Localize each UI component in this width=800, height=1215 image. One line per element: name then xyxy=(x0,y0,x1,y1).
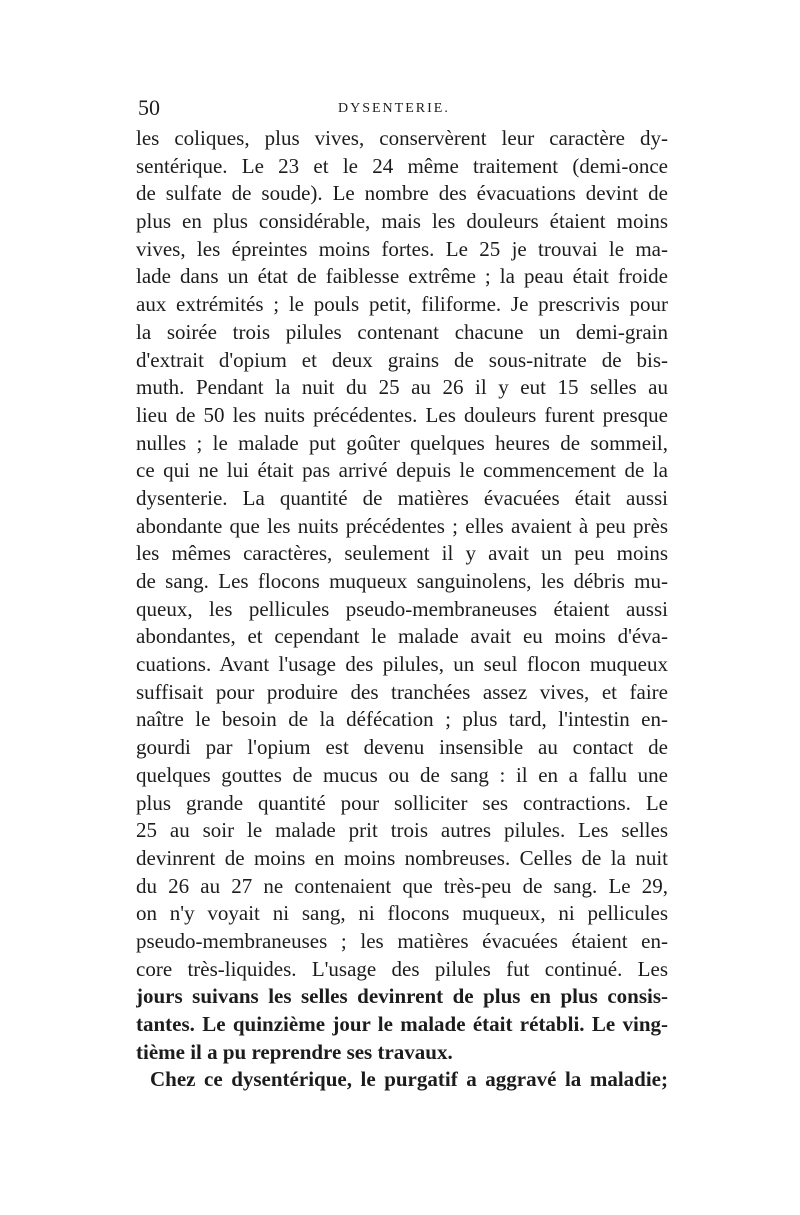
text-line: plus en plus considérable, mais les douleurs étaient moins xyxy=(136,209,668,234)
text-line: on n'y voyait ni sang, ni flocons muqueux, ni pellicules xyxy=(136,901,668,926)
text-line: pseudo-membraneuses ; les matières évacuées étaient en- xyxy=(136,928,668,953)
text-line: de sulfate de soude). Le nombre des évacuations devint de xyxy=(136,181,668,206)
text-line: lade dans un état de faiblesse extrême ; la peau était froide xyxy=(136,264,668,289)
text-line: suffisait pour produire des tranchées assez vives, et faire xyxy=(136,679,668,704)
text-line: gourdi par l'opium est devenu insensible au contact de xyxy=(136,735,668,760)
text-line: jours suivans les selles devinrent de plus en plus consis- xyxy=(136,984,668,1009)
text-line: la soirée trois pilules contenant chacune un demi-grain xyxy=(136,319,668,344)
text-line: Chez ce dysentérique, le purgatif a aggravé la maladie; xyxy=(150,1067,668,1092)
body-text xyxy=(136,125,668,1094)
text-line: aux extrémités ; le pouls petit, filiforme. Je prescrivis pour xyxy=(136,292,668,317)
text-line: cuations. Avant l'usage des pilules, un seul flocon muqueux xyxy=(136,652,668,677)
text-line: devinrent de moins en moins nombreuses. Celles de la nuit xyxy=(136,845,668,870)
text-line: sentérique. Le 23 et le 24 même traitement (demi-once xyxy=(136,153,668,178)
text-line: ce qui ne lui était pas arrivé depuis le commencement de la xyxy=(136,458,668,483)
text-line: abondante que les nuits précédentes ; elles avaient à peu près xyxy=(136,513,668,538)
text-line: du 26 au 27 ne contenaient que très-peu de sang. Le 29, xyxy=(136,873,668,898)
text-line: vives, les épreintes moins fortes. Le 25 je trouvai le ma- xyxy=(136,236,668,261)
text-line: queux, les pellicules pseudo-membraneuses étaient aussi xyxy=(136,596,668,621)
text-line: les mêmes caractères, seulement il y avait un peu moins xyxy=(136,541,668,566)
text-line: lieu de 50 les nuits précédentes. Les douleurs furent presque xyxy=(136,402,668,427)
text-line: dysenterie. La quantité de matières évacuées était aussi xyxy=(136,485,668,510)
text-line: muth. Pendant la nuit du 25 au 26 il y eut 15 selles au xyxy=(136,375,668,400)
text-line: tantes. Le quinzième jour le malade était rétabli. Le ving- xyxy=(136,1012,668,1036)
running-head xyxy=(138,96,666,120)
text-line: quelques gouttes de mucus ou de sang : il en a fallu une xyxy=(136,762,668,787)
text-line: 25 au soir le malade prit trois autres pilules. Les selles xyxy=(136,818,668,843)
page-number: 50 xyxy=(138,95,160,120)
text-line: abondantes, et cependant le malade avait eu moins d'éva- xyxy=(136,624,668,649)
text-line: d'extrait d'opium et deux grains de sous-nitrate de bis- xyxy=(136,347,668,372)
text-line: naître le besoin de la défécation ; plus tard, l'intestin en- xyxy=(136,707,668,732)
text-line: nulles ; le malade put goûter quelques heures de sommeil, xyxy=(136,430,668,455)
text-line: plus grande quantité pour solliciter ses contractions. Le xyxy=(136,790,668,815)
text-line: de sang. Les flocons muqueux sanguinolens, les débris mu- xyxy=(136,569,668,593)
text-line: tième il a pu reprendre ses travaux. xyxy=(136,1039,453,1064)
text-line: les coliques, plus vives, conservèrent leur caractère dy- xyxy=(136,126,668,150)
text-line: core très-liquides. L'usage des pilules fut continué. Les xyxy=(136,956,668,981)
running-title: DYSENTERIE. xyxy=(338,101,450,116)
